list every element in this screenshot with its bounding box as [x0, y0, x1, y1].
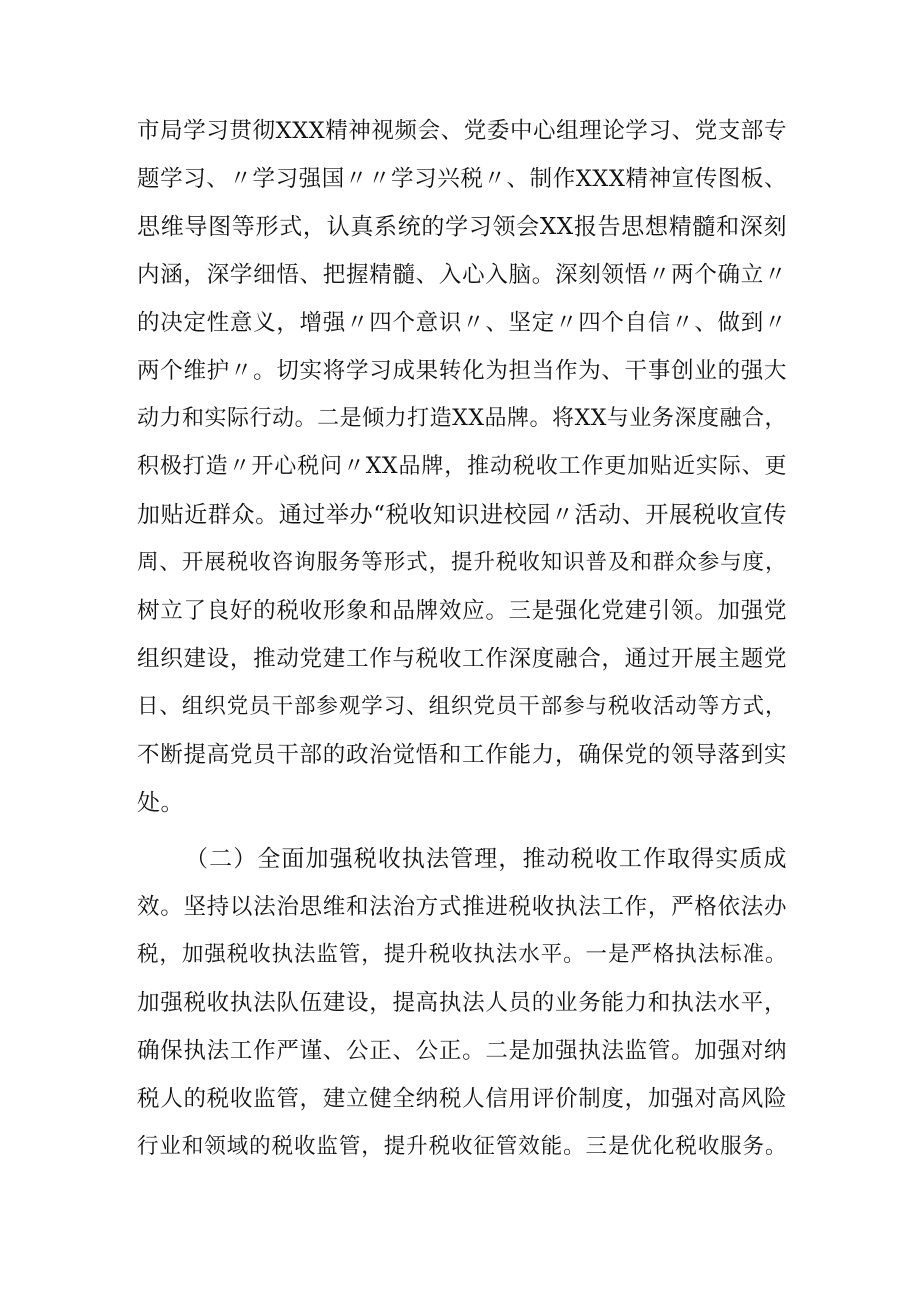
- text-line: 加贴近群众。通过举办“税收知识进校园〃活动、开展税收宣传: [137, 502, 787, 528]
- text-line: 组织建设，推动党建工作与税收工作深度融合，通过开展主题党: [137, 646, 787, 672]
- text-line: 税人的税收监管，建立健全纳税人信用评价制度，加强对高风险: [137, 1086, 787, 1112]
- text-line: 效。坚持以法治思维和法治方式推进税收执法工作，严格依法办: [137, 894, 787, 920]
- text-line: 积极打造〃开心税问〃XX品牌，推动税收工作更加贴近实际、更: [137, 454, 787, 479]
- text-line: 内涵，深学细悟、把握精髓、入心入脑。深刻领悟〃两个确立〃: [137, 262, 787, 288]
- paragraph-tax-enforcement: [137, 835, 787, 1171]
- text-line: 税，加强税收执法监管，提升税收执法水平。一是严格执法标准。: [137, 942, 787, 967]
- text-line: 加强税收执法队伍建设，提高执法人员的业务能力和执法水平，: [137, 990, 787, 1016]
- text-line: 确保执法工作严谨、公正、公正。二是加强执法监管。加强对纳: [137, 1038, 787, 1064]
- text-line: 周、开展税收咨询服务等形式，提升税收知识普及和群众参与度，: [137, 550, 787, 575]
- section-heading-line: （二）全面加强税收执法管理，推动税收工作取得实质成: [185, 846, 787, 872]
- text-line: 动力和实际行动。二是倾力打造XX品牌。将XX与业务深度融合，: [137, 406, 787, 431]
- text-line: 处。: [137, 790, 184, 816]
- text-line: 日、组织党员干部参观学习、组织党员干部参与税收活动等方式，: [137, 694, 787, 719]
- text-line: 的决定性意义，增强〃四个意识〃、坚定〃四个自信〃、做到〃: [137, 310, 787, 336]
- text-line: 树立了良好的税收形象和品牌效应。三是强化党建引领。加强党: [137, 598, 787, 624]
- text-line: 行业和领域的税收监管，提升税收征管效能。三是优化税收服务。: [137, 1134, 787, 1159]
- text-line: 不断提高党员干部的政治觉悟和工作能力，确保党的领导落到实: [137, 742, 787, 768]
- text-line: 两个维护〃。切实将学习成果转化为担当作为、干事创业的强大: [137, 358, 787, 384]
- text-line: 市局学习贯彻XXX精神视频会、党委中心组理论学习、党支部专: [137, 118, 787, 144]
- text-line: 思维导图等形式，认真系统的学习领会XX报告思想精髓和深刻: [137, 214, 787, 240]
- text-line: 题学习、〃学习强国〃〃学习兴税〃、制作XXX精神宣传图板、: [137, 166, 787, 192]
- paragraph-party-building: [137, 107, 787, 827]
